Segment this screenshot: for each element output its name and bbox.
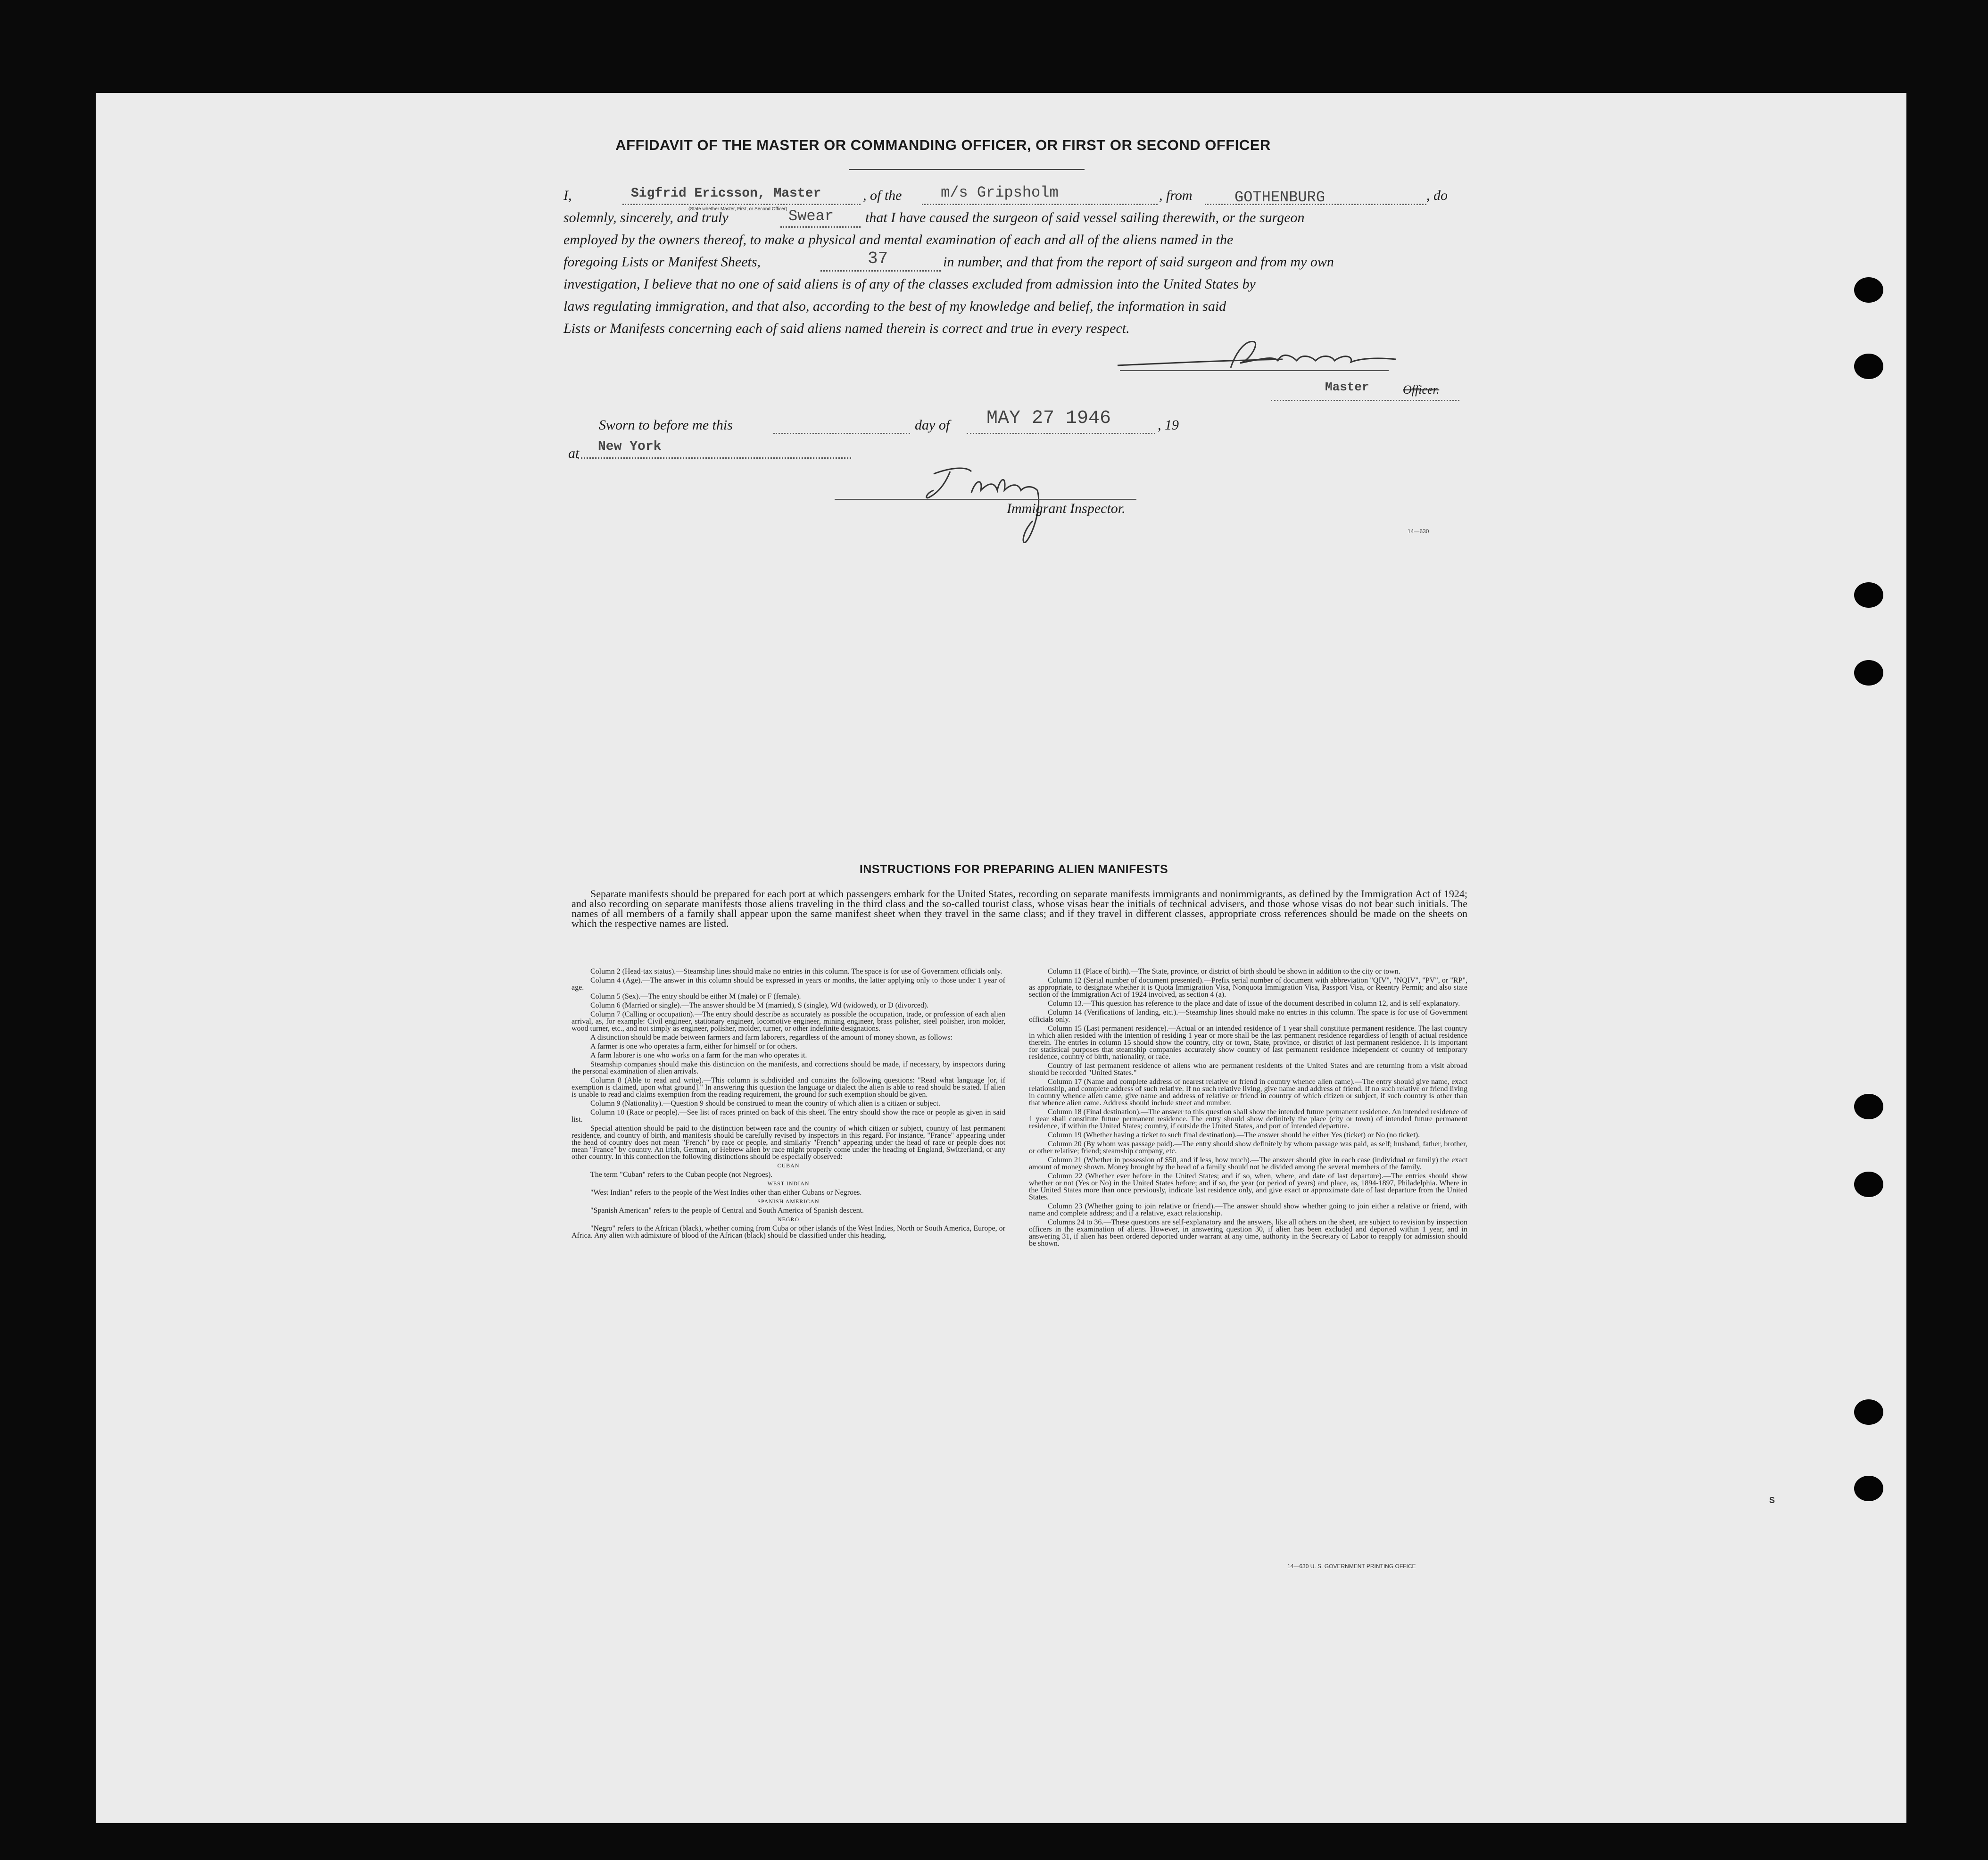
instruction-paragraph: Column 8 (Able to read and write).—This column is subdivided and contains the following questions: "Read what language [or, if exemption is claimed, upon what ground]." In answering this question the language or dialect the alien is able to read should be stated. If alien is unable to read and claims exemption from the reading requirement, the ground for such exemption should be given. [572,1076,1005,1099]
binder-hole [1854,277,1883,303]
instruction-paragraph: A farm laborer is one who works on a farm for the man who operates it. [590,1051,807,1059]
instruction-paragraph: Column 5 (Sex).—The entry should be either M (male) or F (female). [590,992,801,1000]
oath-blank [780,226,861,228]
year-prefix: , 19 [1158,417,1179,433]
affidavit-line-5: investigation, I believe that no one of said aliens is of any of the classes excluded from admission into the United States by [563,276,1256,292]
label-i: I, [563,188,572,203]
instructions-intro: Separate manifests should be prepared for each port at which passengers embark for the United States, recording on separate manifests immigrants and nonimmigrants, as defined by the Immigration Act of 1924; and also recording on separate manifests those aliens traveling in the third class and the so-called tourist class, whose visas bear the initials of technical advisers, and those whose visas do not bear such initials. The names of all members of a family shall appear upon the same manifest sheet when they travel in the same class; and if they travel in different classes, appropriate cross references should be made on the sheets on which the respective names are listed. [572,888,1467,929]
inspector-signature-line [835,499,1136,500]
instruction-paragraph: "West Indian" refers to the people of the West Indies other than either Cubans or Negroes. [590,1189,862,1197]
instruction-paragraph: Column 11 (Place of birth).—The State, province, or district of birth should be shown in addition to the city or town. [1048,967,1400,975]
printer-code: 14—630 U. S. GOVERNMENT PRINTING OFFICE [1287,1563,1416,1570]
instruction-paragraph: Column 21 (Whether in possession of $50, and if less, how much).—The answer should give in each case (individual or family) the exact amount of money shown. Money brought by the head of a family should not be divided among the several members of the family. [1029,1156,1467,1171]
instruction-paragraph: Column 2 (Head-tax status).—Steamship lines should make no entries in this column. The space is for use of Government officials only. [590,967,1002,975]
instruction-paragraph: Column 13.—This question has reference to the place and date of issue of the document described in column 12, and is self-explanatory. [1048,1000,1460,1008]
day-of-label: day of [915,417,950,433]
affidavit-line-4: foregoing Lists or Manifest Sheets, [563,254,761,270]
instruction-paragraph: Column 22 (Whether ever before in the United States; and if so, when, where, and date of last departure).—The entries should show whether or not (Yes or No) in the United States before; and if so, the year (or period of years) and place, as, 1894-1897, Philadelphia. Where in the United States more than once previously, indicate last residence only, and give exact or approximate date of last departure from the United States. [1029,1172,1467,1201]
section-heading: NEGRO [777,1216,800,1223]
instruction-paragraph: Column 18 (Final destination).—The answer to this question shall show the intended future permanent residence. An intended residence of 1 year shall constitute future permanent residence. The entry should show definitely the place (city or town) of intended future permanent residence, if within the United States; country, if outside the United States, and port of intended departure. [1029,1108,1467,1130]
instruction-paragraph: Country of last permanent residence of aliens who are permanent residents of the United States and are returning from a visit abroad should be recorded "United States." [1029,1062,1467,1077]
binder-hole [1854,582,1883,608]
affidavit-line-1-d: , do [1426,188,1448,203]
affidavit-line-7: Lists or Manifests concerning each of said aliens named therein is correct and true in every respect. [563,321,1130,336]
instruction-paragraph: Column 15 (Last permanent residence).—Actual or an intended residence of 1 year shall constitute permanent residence. The last country in which alien resided with the intention of residing 1 year or more shall be the last permanent residence regardless of length of actual residence therein. The entries in column 15 should show the country, city or town, State, province, or district of last permanent residence. It is important for statistical purposes that steamship companies accurately show country of last permanent residence independent of country of temporary residence, country of birth, nationality, or race. [1029,1025,1467,1061]
form-number: 14—630 [1408,528,1429,535]
title-master: Master [1325,380,1369,394]
at-blank [578,457,851,459]
affidavit-line-2: solemnly, sincerely, and truly [563,210,729,225]
inspector-title: Immigrant Inspector. [1007,501,1126,516]
instruction-paragraph: Column 17 (Name and complete address of nearest relative or friend in country whence alien came).—The entry should give name, exact relationship, and complete address of such relative. If no such relative living, give name and address of friend. If no such relative or friend living in country whence alien came, give name and address of relative or friend in country of which citizen or subject, if such country is other than that whence alien came. Address should include street and number. [1029,1078,1467,1107]
sworn-date-blank [967,433,1155,434]
instruction-paragraph: Column 20 (By whom was passage paid).—The entry should show definitely by whom passage was paid, as self; husband, father, brother, or other relative; friend; steamship company, etc. [1029,1140,1467,1155]
document-page [96,93,1906,1823]
instruction-paragraph: Special attention should be paid to the distinction between race and the country of which citizen or subject, country of last permanent residence, and country of birth, and manifests should be carefully revised by inspectors in this regard. For instance, "France" appearing under the head of country does not mean "French" by race or people, and similarly "French" appearing under the head of race or people does not mean "France" by country. An Irish, German, or Hebrew alien by race might properly come under the heading of England, Switzerland, or any other country. In this connection the following distinctions should be especially observed: [572,1124,1005,1161]
sheets-blank [820,270,941,272]
instruction-paragraph: Column 4 (Age).—The answer in this column should be expressed in years or months, the latter applying only to those under 1 year of age. [572,976,1005,992]
instruction-paragraph: "Negro" refers to the African (black), whether coming from Cuba or other islands of the West Indies, North or South America, Europe, or Africa. Any alien with admixture of blood of the African (black) should be classified under this heading. [572,1224,1005,1240]
instruction-paragraph: Column 10 (Race or people).—See list of races printed on back of this sheet. The entry should show the race or people as given in said list. [572,1108,1005,1124]
binder-hole [1854,354,1883,379]
sheets-count: 37 [868,249,888,268]
at-label: at [568,446,580,461]
affidavit-line-2-b: that I have caused the surgeon of said vessel sailing therewith, or the surgeon [865,210,1305,225]
sworn-day-blank [773,433,910,434]
instruction-paragraph: Column 12 (Serial number of document presented).—Prefix serial number of document with abbreviation "QIV", "NQIV", "PV", or "RP", as appropriate, to designate whether it is Quota Immigration Visa, Nonquota Immigration Visa, Passport Visa, or Reentry Permit; and also state section of the Immigration Act of 1924 involved, as section 4 (a). [1029,976,1467,999]
master-name: Sigfrid Ericsson, Master [631,186,821,201]
instruction-paragraph: The term "Cuban" refers to the Cuban people (not Negroes). [590,1171,773,1179]
affidavit-line-6: laws regulating immigration, and that also, according to the best of my knowledge and belief, the information in said [563,298,1226,314]
divider [849,169,1085,170]
vessel-blank [922,204,1158,205]
binder-hole [1854,1399,1883,1425]
binder-hole [1854,1094,1883,1119]
instruction-paragraph: Column 6 (Married or single).—The answer should be M (married), S (single), Wd (widowed), or D (divorced). [590,1001,929,1009]
section-heading: SPANISH AMERICAN [757,1198,820,1205]
affidavit-line-4-b: in number, and that from the report of said surgeon and from my own [943,254,1334,270]
binder-hole [1854,1476,1883,1501]
sworn-place: New York [598,439,662,454]
state-note: (State whether Master, First, or Second Officer) [688,207,787,212]
instructions-title: INSTRUCTIONS FOR PREPARING ALIEN MANIFESTS [859,863,1168,876]
section-heading: WEST INDIAN [767,1180,810,1187]
instruction-paragraph: Column 19 (Whether having a ticket to such final destination).—The answer should be either Yes (ticket) or No (no ticket). [1048,1131,1420,1139]
oath-word: Swear [788,207,834,225]
master-signature-line [1120,370,1389,371]
vessel-name: m/s Gripsholm [941,184,1059,201]
name-blank [622,204,861,205]
instructions-right-column [1029,968,1467,1249]
instruction-paragraph: A distinction should be made between farmers and farm laborers, regardless of the amount of money shown, as follows: [590,1033,953,1042]
binder-hole [1854,660,1883,686]
title-blank [1271,400,1459,401]
affidavit-title: AFFIDAVIT OF THE MASTER OR COMMANDING OFFICER, OR FIRST OR SECOND OFFICER [615,137,1271,153]
sworn-date: MAY 27 1946 [986,408,1111,429]
sworn-label: Sworn to before me this [599,417,733,433]
instruction-paragraph: Column 23 (Whether going to join relative or friend).—The answer should show whether going to join either a relative or friend, with name and complete address; and if a relative, exact relationship. [1029,1202,1467,1217]
affidavit-line-3: employed by the owners thereof, to make a physical and mental examination of each and all of the aliens named in the [563,232,1234,248]
instructions-left-column [572,968,1005,1241]
section-heading: CUBAN [777,1162,800,1169]
instruction-paragraph: A farmer is one who operates a farm, either for himself or for others. [590,1042,798,1050]
port-name: GOTHENBURG [1234,189,1325,206]
binder-hole [1854,1172,1883,1197]
affidavit-line-1-c: , from [1159,188,1193,203]
affidavit-line-1-b: , of the [863,188,902,203]
instruction-paragraph: Column 7 (Calling or occupation).—The entry should describe as accurately as possible the occupation, trade, or profession of each alien arrival, as, for example: Civil engineer, stationary engineer, locomotive engineer, mining engineer, brass polisher, steel polisher, iron molder, wood turner, etc., and not simply as engineer, polisher, molder, turner, or other indefinite designations. [572,1010,1005,1033]
instruction-paragraph: Column 9 (Nationality).—Question 9 should be construed to mean the country of which alien is a citizen or subject. [590,1099,941,1108]
instruction-paragraph: "Spanish American" refers to the people of Central and South America of Spanish descent. [590,1207,864,1215]
title-officer: Officer. [1403,383,1440,397]
edge-mark: S [1769,1496,1775,1505]
instruction-paragraph: Columns 24 to 36.—These questions are self-explanatory and the answers, like all others on the sheet, are subject to revision by inspection officers in the examination of aliens. However, in answering question 30, if alien has been excluded and deported within 1 year, and in answering 31, if alien has been ordered deported under warrant at any time, authority in the Secretary of Labor to reapply for admission should be shown. [1029,1218,1467,1248]
instruction-paragraph: Column 14 (Verifications of landing, etc.).—Steamship lines should make no entries in this column. The space is for use of Government officials only. [1029,1009,1467,1024]
instruction-paragraph: Steamship companies should make this distinction on the manifests, and corrections should be made, if necessary, by inspectors during the personal examination of alien arrivals. [572,1060,1005,1075]
